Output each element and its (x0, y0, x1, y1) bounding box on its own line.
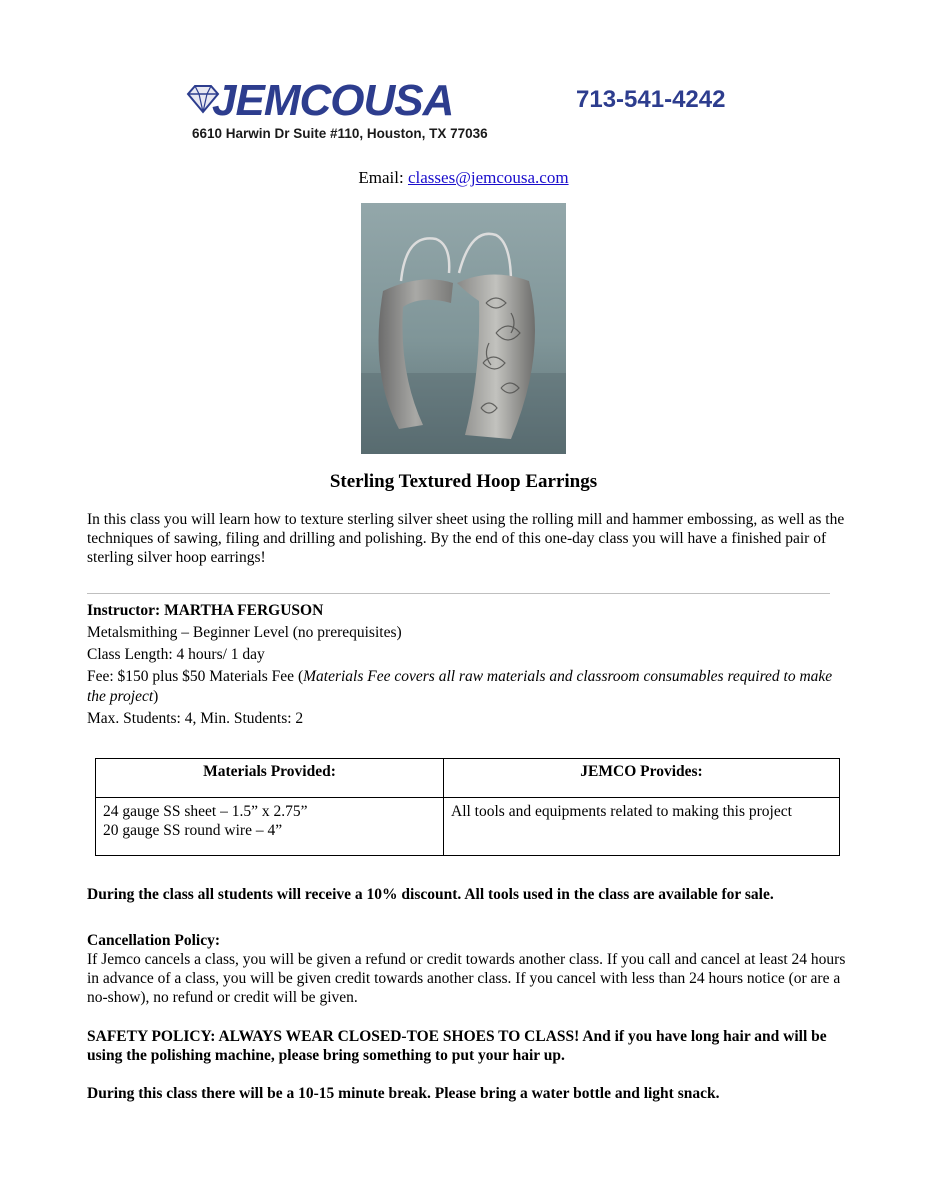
cancellation-policy: If Jemco cancels a class, you will be given a refund or credit towards another class. If you call and cancel at least 24 hours in advance of a class, you will be given credit towards another class. If you cancel with less than 24 hours notice (or are a no-show), no refund or credit will be given. (87, 951, 846, 1006)
materials-provided-cell (96, 798, 444, 856)
class-fee (87, 667, 847, 707)
email-label: Email: (358, 168, 404, 187)
table-header-row (96, 759, 840, 798)
table-row (96, 798, 840, 856)
fee-close: ) (153, 688, 159, 705)
company-logo (186, 76, 516, 146)
fee-main: Fee: $150 plus $50 Materials Fee ( (87, 668, 304, 685)
hoop-earrings-photo (361, 203, 566, 454)
class-students: Max. Students: 4, Min. Students: 2 (87, 710, 304, 727)
discount-notice: During the class all students will receive a 10% discount. All tools used in the class are available for sale. (87, 886, 774, 903)
safety-policy: SAFETY POLICY: ALWAYS WEAR CLOSED-TOE SHOES TO CLASS! And if you have long hair and will be using the polishing machine, please bring something to put your hair up. (87, 1028, 827, 1064)
jemco-provides-cell: All tools and equipments related to making this project (444, 798, 840, 856)
materials-table (95, 758, 840, 856)
email-link[interactable]: classes@jemcousa.com (407, 168, 569, 187)
cancellation-heading: Cancellation Policy: (87, 932, 221, 949)
class-description: In this class you will learn how to texture sterling silver sheet using the rolling mill and hammer embossing, as well as the techniques of sawing, filing and drilling and polishing. By the end of this one-day class you will have a finished pair of sterling silver hoop earrings! (87, 511, 845, 566)
instructor-line (87, 601, 847, 621)
instructor-name: MARTHA FERGUSON (164, 602, 324, 619)
class-details (87, 601, 847, 731)
class-title: Sterling Textured Hoop Earrings (329, 471, 598, 492)
instructor-label: Instructor: (87, 602, 161, 619)
fee-note: Materials Fee covers all raw materials and classroom consumables required to make the project (87, 668, 833, 705)
brand-name: JEMCOUSA (212, 76, 454, 125)
company-address: 6610 Harwin Dr Suite #110, Houston, TX 77036 (192, 126, 488, 141)
class-level: Metalsmithing – Beginner Level (no prerequisites) (87, 624, 402, 641)
table-header-jemco: JEMCO Provides: (444, 759, 840, 798)
section-divider (87, 593, 830, 594)
company-phone: 713-541-4242 (576, 86, 726, 113)
table-header-materials: Materials Provided: (96, 759, 444, 798)
class-length: Class Length: 4 hours/ 1 day (87, 646, 265, 663)
material-item: 20 gauge SS round wire – 4” (103, 822, 283, 839)
break-notice: During this class there will be a 10-15 minute break. Please bring a water bottle and light snack. (87, 1085, 720, 1102)
email-line (0, 168, 927, 188)
material-item: 24 gauge SS sheet – 1.5” x 2.75” (103, 803, 308, 820)
